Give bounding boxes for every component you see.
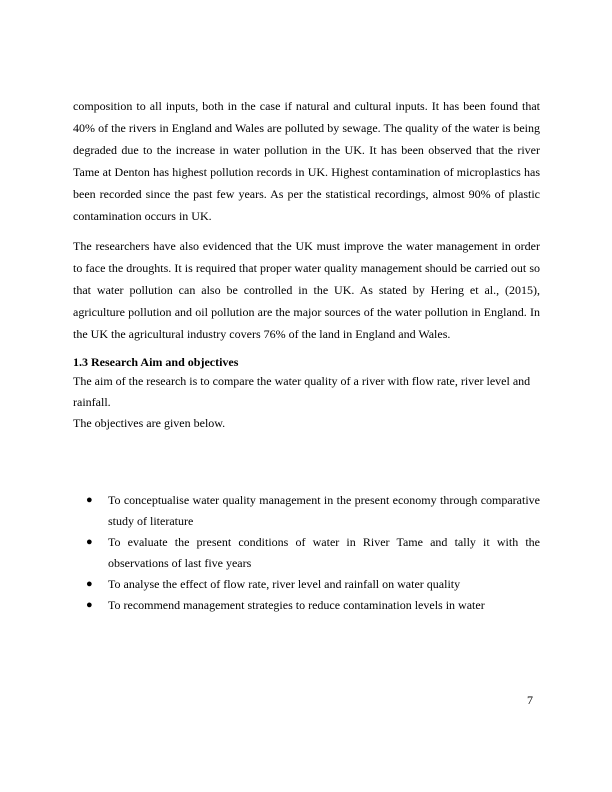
- main-content: [73, 95, 540, 434]
- list-item: [73, 490, 540, 532]
- objective-text: To conceptualise water quality management in the present economy through comparative study of literature: [108, 493, 540, 528]
- objectives-intro: The objectives are given below.: [73, 416, 226, 430]
- bullet-icon: ●: [86, 599, 93, 611]
- list-item: [73, 574, 540, 595]
- objectives-list: [73, 490, 540, 616]
- objective-text: To recommend management strategies to reduce contamination levels in water: [108, 598, 485, 612]
- objective-text: To evaluate the present conditions of water in River Tame and tally it with the observations of last five years: [108, 535, 540, 570]
- objective-text: To analyse the effect of flow rate, river level and rainfall on water quality: [108, 577, 461, 591]
- bullet-icon: ●: [86, 578, 93, 590]
- list-item: [73, 595, 540, 616]
- research-aim-text: The aim of the research is to compare the water quality of a river with flow rate, river level and rainfall.: [73, 374, 531, 409]
- section-heading: 1.3 Research Aim and objectives: [73, 355, 239, 369]
- paragraph-pollution-overview: composition to all inputs, both in the case if natural and cultural inputs. It has been found that 40% of the rivers in England and Wales are polluted by sewage. The quality of the water is being degraded due to the increase in water pollution in the UK. It has been observed that the river Tame at Denton has highest pollution records in UK. Highest contamination of microplastics has been recorded since the past few years. As per the statistical recordings, almost 90% of plastic contamination occurs in UK.: [73, 99, 540, 223]
- page-number: 7: [527, 693, 533, 707]
- list-item: [73, 532, 540, 574]
- bullet-icon: ●: [86, 494, 93, 506]
- bullet-icon: ●: [86, 536, 93, 548]
- paragraph-water-management: The researchers have also evidenced that the UK must improve the water management in order to face the droughts. It is required that proper water quality management should be carried out so that water pollution can also be controlled in the UK. As stated by Hering et al., (2015), agriculture pollution and oil pollution are the major sources of the water pollution in England. In the UK the agricultural industry covers 76% of the land in England and Wales.: [73, 239, 540, 341]
